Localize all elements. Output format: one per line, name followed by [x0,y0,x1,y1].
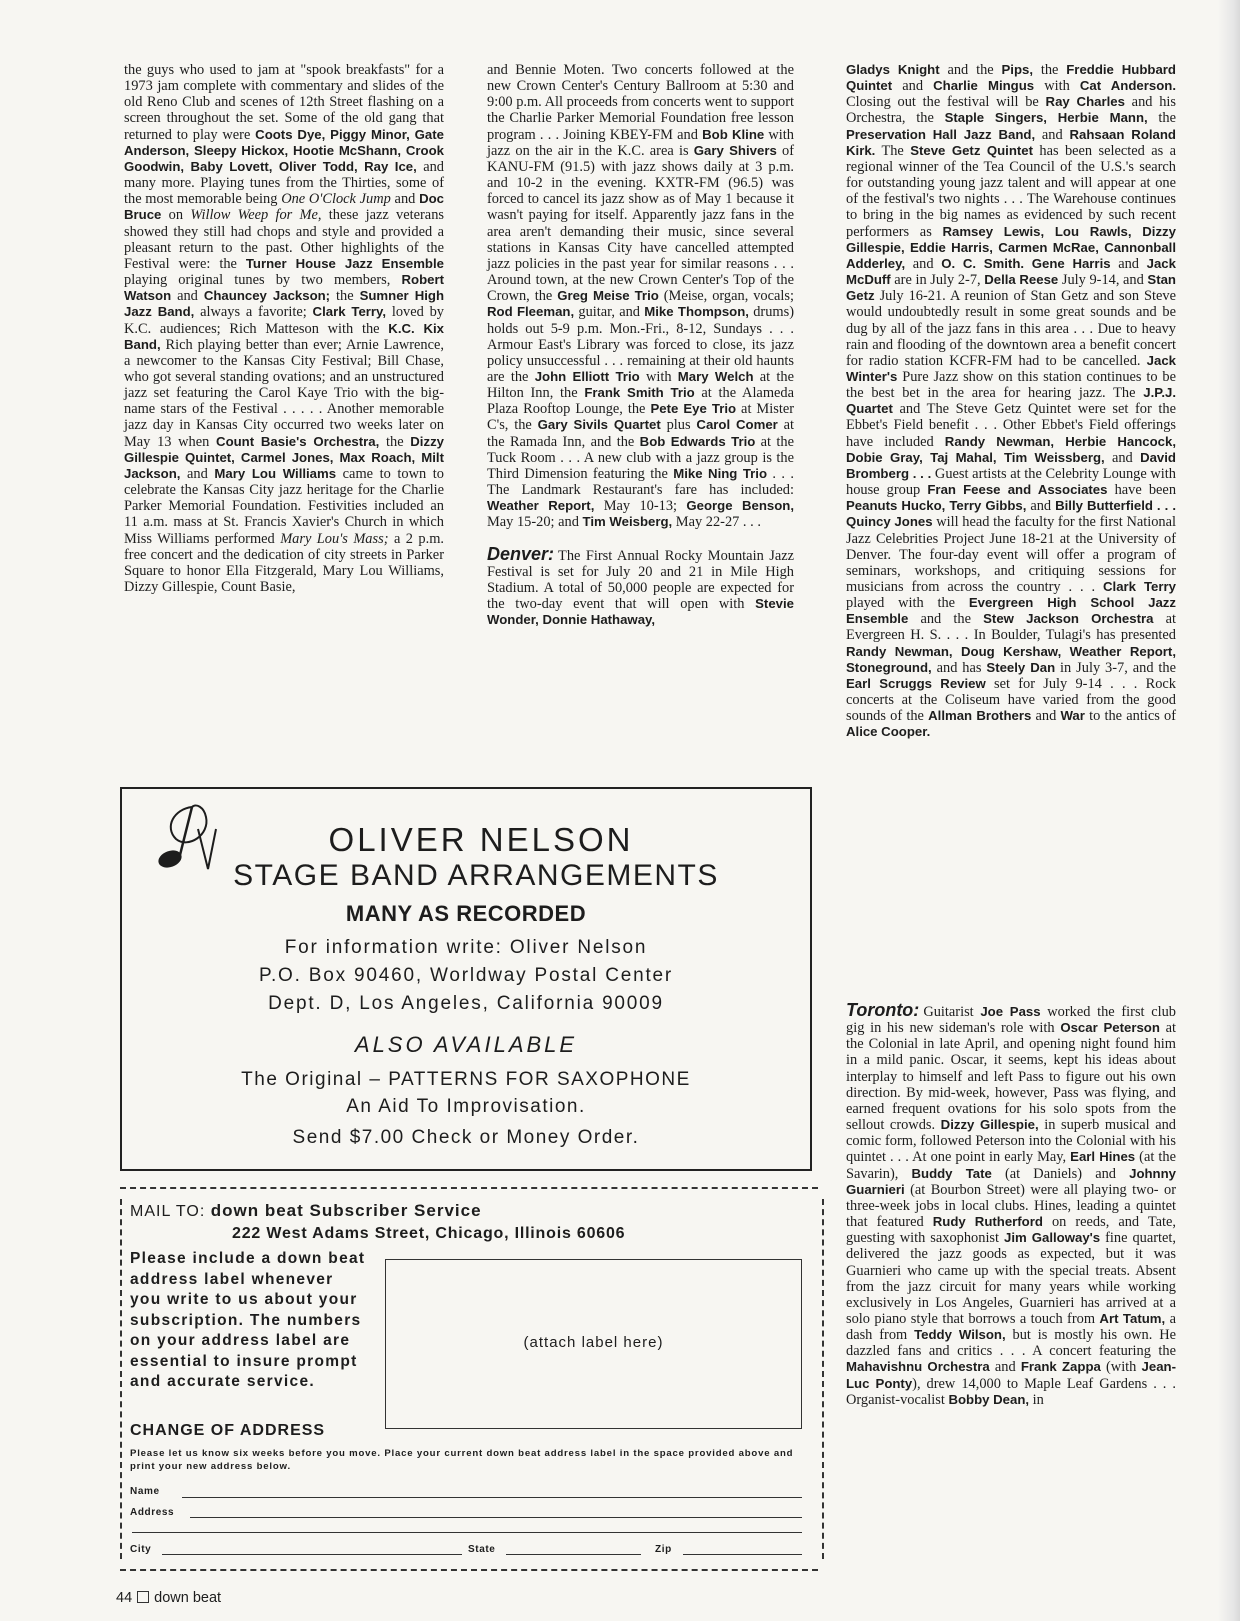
change-of-address-heading: CHANGE OF ADDRESS [130,1422,326,1439]
kansas-city-continued: and Bennie Moten. Two concerts followed at the new Crown Center's Century Ballroom at 5:30 and 9:00 p.m. All proceeds from concerts went to support the Charlie Parker Memorial Foundation free lesson program . . . Joining KBEY-FM and Bob Kline with jazz on the air in the K.C. area is Gary Shivers of KANU-FM (91.5) with jazz shows daily at 3 p.m. and 10-2 in the evening. KXTR-FM (96.5) was forced to cancel its jazz show as of May 1 because it wasn't paying for itself. Apparently jazz fans in the area aren't demanding their music, since several stations in Kansas City have cancelled attempted jazz policies in the past year for similar reasons . . . Around town, at the new Crown Center's Top of the Crown, the Greg Meise Trio (Meise, organ, vocals; Rod Fleeman, guitar, and Mike Thompson, drums) holds out 5-9 p.m. Mon.-Fri., 8-12, Sundays . . . Armour East's Library was forced to close, its jazz policy unsuccessful . . . remaining at their old haunts are the John Elliott Trio with Mary Welch at the Hilton Inn, the Frank Smith Trio at the Alameda Plaza Rooftop Lounge, the Pete Eye Trio at Mister C's, the Gary Sivils Quartet plus Carol Comer at the Ramada Inn, and the Bob Edwards Trio at the Tuck Room . . . A new club with a jazz group is the Third Dimension featuring the Mike Ning Trio . . . The Landmark Restaurant's fare has included: Weather Report, May 10-13; George Benson, May 15-20; and Tim Weisberg, May 22-27 . . . [487,62,795,531]
coupon-left-border [120,1199,122,1559]
coupon-right-border [822,1199,824,1559]
page-footer [116,1590,221,1606]
change-of-address-note: Please let us know six weeks before you move. Place your current down beat address label in the space provided above and print your new address below. [130,1448,794,1472]
ad-patterns-line: The Original – PATTERNS FOR SAXOPHONE [241,1069,691,1090]
page-number: 44 [116,1590,133,1606]
toronto-section: Toronto: Guitarist Joe Pass worked the first club gig in his new sideman's role with Oscar Peterson at the Colonial in late April, and opening night found him in a mild panic. Oscar, it seems, kept his ideas about interplay to himself and left Pass to figure out his own direction. By mid-week, however, Pass was flying, and earned frequent ovations for his solo spots from the sellout crowds. Dizzy Gillespie, in superb musical and comic form, followed Peterson into the Colonial with his quintet . . . At one point in early May, Earl Hines (at the Savarin), Buddy Tate (at Daniels) and Johnny Guarnieri (at Bourbon Street) were all playing two- or three-week jobs in local clubs. Hines, leading a quintet that featured Rudy Rutherford on reeds, and Tate, guesting with saxophonist Jim Galloway's fine quartet, delivered the jazz goods as expected, but it was Guarnieri who came up with the special treats. Absent from the jazz circuit for many years while working exclusively in Los Angeles, Guarnieri has arrived at a solo piano style that borrows a touch from Art Tatum, a dash from Teddy Wilson, but is mostly his own. He dazzled fans and critics . . . A concert featuring the Mahavishnu Orchestra and Frank Zappa (with Jean-Luc Ponty), drew 14,000 to Maple Leaf Gardens . . . Organist-vocalist Bobby Dean, in [846,1000,1177,1408]
name-label: Name [130,1486,160,1497]
ad-info-line: Dept. D, Los Angeles, California 90009 [268,993,664,1014]
ad-title: OLIVER NELSON [328,821,634,858]
ad-patterns [122,1066,810,1120]
address-field[interactable] [190,1517,802,1518]
page-edge-shadow [1218,0,1240,1621]
zip-label: Zip [655,1544,672,1555]
oliver-nelson-advertisement [120,787,812,1171]
toronto-heading: Toronto: [846,1000,920,1020]
article-column-2 [487,62,794,628]
ad-patterns-line: An Aid To Improvisation. [346,1096,586,1117]
ad-contact-info [122,934,810,1018]
ad-also-available: ALSO AVAILABLE [354,1032,578,1057]
mail-to-label: MAIL TO: [130,1203,206,1220]
denver-heading: Denver: [487,543,555,564]
city-field[interactable] [162,1554,462,1555]
ad-headline: STAGE BAND ARRANGEMENTS [233,859,719,892]
ad-info-line: For information write: Oliver Nelson [284,937,648,958]
magazine-name: down beat [154,1590,222,1606]
mail-to-line [130,1201,482,1221]
article-column-3: Gladys Knight and the Pips, the Freddie Hubbard Quintet and Charlie Mingus with Cat Anderson. Closing out the festival will be Ray Charles and his Orchestra, the Staple Singers, Herbie Mann, the Preservation Hall Jazz Band, and Rahsaan Roland Kirk. The Steve Getz Quintet has been selected as a regional winner of the Tea Council of the U.S.'s search for outstanding young jazz talent and will appear at one of the festival's two nights . . . The Warehouse continues to bring in the big names as evidenced by such recent performers as Ramsey Lewis, Lou Rawls, Dizzy Gillespie, Eddie Harris, Carmen McRae, Cannonball Adderley, and O. C. Smith. Gene Harris and Jack McDuff are in July 2-7, Della Reese July 9-14, and Stan Getz July 16-21. A reunion of Stan Getz and son Steve would undoubtedly result in some great sounds and be dug by all of the jazz fans in this area . . . Due to heavy rain and flooding of the downtown area a benefit concert for radio station KCFR-FM had to be cancelled. Jack Winter's Pure Jazz show on this station continues to be the best bet in the area for hearing jazz. The J.P.J. Quartet and The Steve Getz Quintet were set for the Ebbet's Field benefit . . . Other Ebbet's Field offerings have included Randy Newman, Herbie Hancock, Dobie Gray, Taj Mahal, Tim Weissberg, and David Bromberg . . . Guest artists at the Celebrity Lounge with house group Fran Feese and Associates have been Peanuts Hucko, Terry Gibbs, and Billy Butterfield . . . Quincy Jones will head the faculty for the first National Jazz Celebrities Project June 18-21 at the University of Denver. The four-day event will offer a program of seminars, workshops, and critiquing sessions for musicians from across the country . . . Clark Terry played with the Evergreen High School Jazz Ensemble and the Stew Jackson Orchestra at Evergreen H. S. . . . In Boulder, Tulagi's has presented Randy Newman, Doug Kershaw, Weather Report, Stoneground, and has Steely Dan in July 3-7, and the Earl Scruggs Review set for July 9-14 . . . Rock concerts at the Coliseum have varied from the good sounds of the Allman Brothers and War to the antics of Alice Cooper. [846,62,1177,740]
attach-label-box [385,1259,802,1429]
ad-send-line: Send $7.00 Check or Money Order. [292,1127,640,1148]
city-label: City [130,1544,152,1555]
article-column-1: the guys who used to jam at "spook breakfasts" for a 1973 jam complete with commentary and slides of the old Reno Club and scenes of 12th Street flashing on a screen throughout the set. Some of the old gang that returned to play were Coots Dye, Piggy Minor, Gate Anderson, Sleepy Hickox, Hootie McShann, Crook Goodwin, Baby Lovett, Oliver Todd, Ray Ice, and many more. Playing tunes from the Thirties, some of the most memorable being One O'Clock Jump and Doc Bruce on Willow Weep for Me, these jazz veterans showed they still had chops and style and provided a pleasant return to the past. Other highlights of the Festival were: the Turner House Jazz Ensemble playing original tunes by two members, Robert Watson and Chauncey Jackson; the Sumner High Jazz Band, always a favorite; Clark Terry, loved by K.C. audiences; Rich Matteson with the K.C. Kix Band, Rich playing better than ever; Arnie Lawrence, a newcomer to the Kansas City Festival; Bill Chase, who got several standing ovations; and an unstructured jazz set featuring the Carol Kaye Trio with the big-name stars of the Festival . . . . . Another memorable jazz day in Kansas City occurred two weeks later on May 13 when Count Basie's Orchestra, the Dizzy Gillespie Quintet, Carmel Jones, Max Roach, Milt Jackson, and Mary Lou Williams came to town to celebrate the Kansas City jazz heritage for the Charlie Parker Memorial Foundation. Festivities included an 11 a.m. mass at St. Francis Xavier's Church in which Miss Williams performed Mary Lou's Mass; a 2 p.m. free concert and the dedication of city streets in Parker Square to honor Ella Fitzgerald, Mary Lou Williams, Dizzy Gillespie, Count Basie, [124,62,445,595]
address-field-line-2[interactable] [132,1532,802,1533]
ad-info-line: P.O. Box 90460, Worldway Postal Center [258,965,674,986]
subscriber-service-coupon [120,1187,818,1571]
ad-subhead: MANY AS RECORDED [345,901,587,926]
attach-label-text: (attach label here) [523,1334,664,1351]
denver-section: Denver: The First Annual Rocky Mountain Jazz Festival is set for July 20 and 21 in Mile High Stadium. A total of 50,000 people are expected for the two-day event that will open with Stevie Wonder, Donnie Hathaway, [487,543,794,628]
footer-box-icon [137,1591,149,1603]
state-field[interactable] [506,1554,641,1555]
state-label: State [468,1544,496,1555]
name-field[interactable] [182,1497,802,1498]
subscriber-service-name: down beat Subscriber Service [210,1201,482,1220]
zip-field[interactable] [683,1554,802,1555]
mail-address: 222 West Adams Street, Chicago, Illinois 60606 [232,1225,626,1242]
address-label: Address [130,1507,175,1518]
please-include-text: Please include a down beat address label whenever you write to us about your subscription. The numbers on your address label are essential to insure prompt and accurate service. [130,1250,366,1390]
